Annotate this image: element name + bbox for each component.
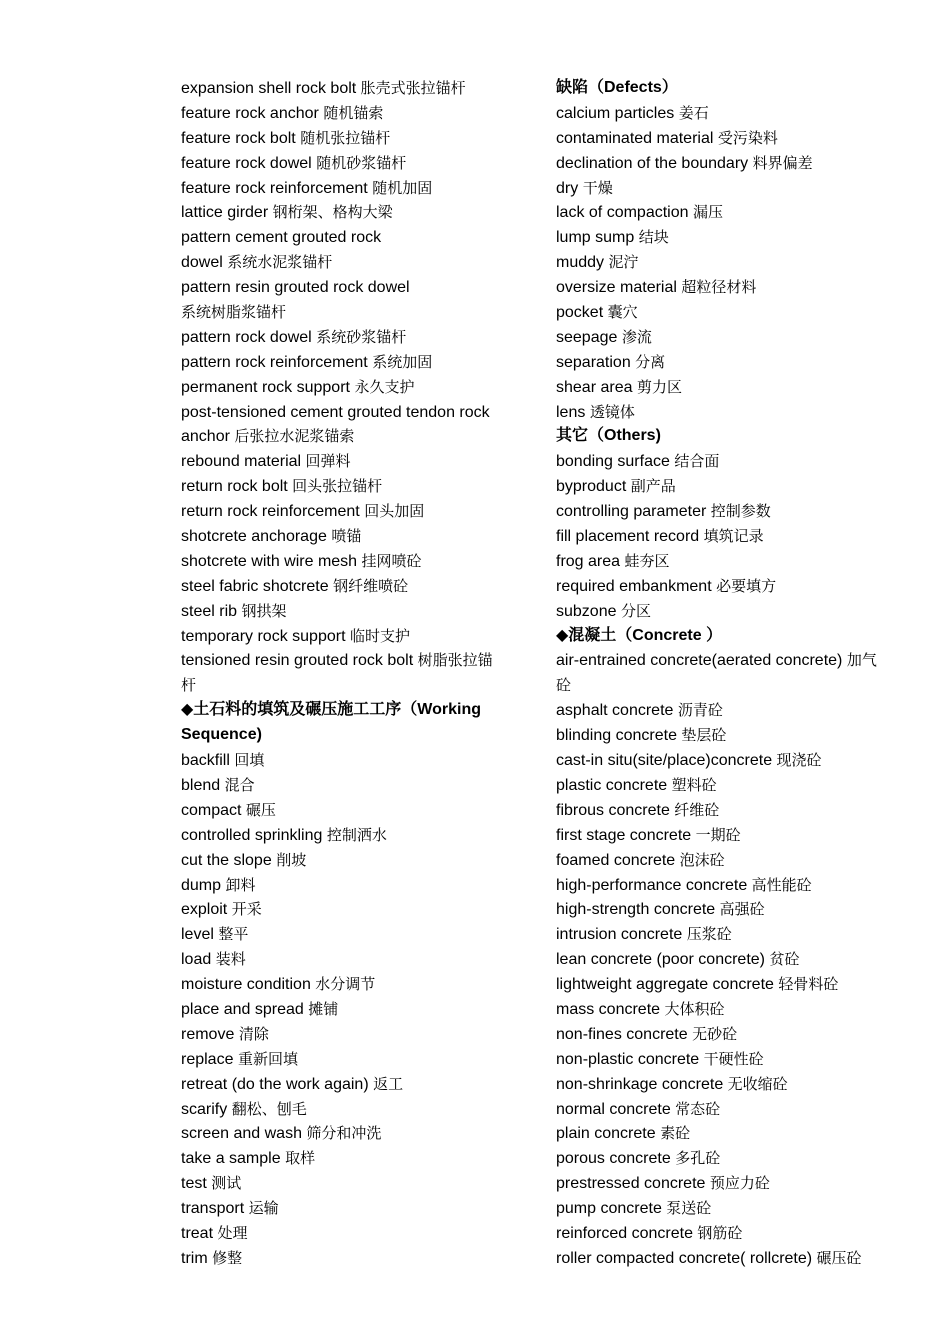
chinese-term: 分离 [635, 352, 666, 371]
chinese-term: 回头加固 [364, 502, 425, 521]
chinese-term: 回头张拉锚杆 [292, 477, 383, 496]
chinese-term: 后张拉水泥浆锚索 [234, 427, 355, 446]
glossary-entry [556, 698, 901, 723]
english-term: bonding surface [556, 453, 670, 471]
glossary-entry [181, 375, 526, 400]
chinese-term: 系统树脂浆锚杆 [181, 303, 287, 322]
section-heading: 缺陷（Defects） [556, 79, 678, 96]
left-glossary-column [181, 76, 526, 1271]
chinese-term: 碾压砼 [816, 1248, 862, 1267]
chinese-term: 泥泞 [608, 253, 639, 272]
glossary-entry [556, 947, 901, 972]
chinese-term: 囊穴 [607, 303, 638, 322]
english-term: subzone [556, 602, 617, 620]
chinese-term: 垫层砼 [681, 726, 727, 745]
chinese-term: 素砼 [660, 1124, 691, 1143]
english-term: blend [181, 776, 221, 794]
glossary-entry [556, 1022, 901, 1047]
glossary-entry [181, 549, 526, 574]
glossary-entry [181, 400, 526, 425]
english-term: feature rock bolt [181, 129, 296, 147]
english-term: dowel [181, 254, 223, 272]
english-term: return rock reinforcement [181, 503, 360, 521]
english-term: feature rock reinforcement [181, 179, 368, 197]
glossary-entry [181, 997, 526, 1022]
english-term: remove [181, 1025, 235, 1043]
glossary-entry [181, 873, 526, 898]
english-term: asphalt concrete [556, 702, 674, 720]
chinese-term: 塑料砼 [671, 775, 717, 794]
english-term: pattern cement grouted rock [181, 229, 382, 247]
chinese-term: 翻松、刨毛 [231, 1099, 307, 1118]
chinese-term: 随机锚索 [323, 103, 384, 122]
glossary-entry [181, 1196, 526, 1221]
glossary-entry [556, 524, 901, 549]
chinese-term: 重新回填 [237, 1049, 298, 1068]
english-term: high-performance concrete [556, 876, 748, 894]
english-term: rebound material [181, 453, 302, 471]
glossary-entry [181, 176, 526, 201]
glossary-entry [181, 1072, 526, 1097]
english-term: non-fines concrete [556, 1025, 688, 1043]
english-term: replace [181, 1050, 234, 1068]
english-term: return rock bolt [181, 478, 288, 496]
glossary-entry [556, 922, 901, 947]
glossary-entry [556, 897, 901, 922]
english-term: screen and wash [181, 1125, 302, 1143]
chinese-term: 控制洒水 [326, 825, 387, 844]
english-term: steel rib [181, 602, 238, 620]
english-term: treat [181, 1224, 214, 1242]
chinese-term: 料界偏差 [752, 153, 813, 172]
glossary-entry [181, 225, 526, 250]
english-term: level [181, 926, 214, 944]
english-term: foamed concrete [556, 851, 676, 869]
glossary-entry [556, 1246, 901, 1271]
chinese-term: 预应力砼 [709, 1174, 770, 1193]
chinese-term: 随机加固 [372, 178, 433, 197]
glossary-entry [181, 673, 526, 698]
glossary-entry [556, 499, 901, 524]
chinese-term: 开采 [231, 900, 262, 919]
glossary-entry [181, 101, 526, 126]
english-term: trim [181, 1249, 208, 1267]
english-term: lightweight aggregate concrete [556, 976, 774, 994]
glossary-entry [181, 897, 526, 922]
chinese-term: 泵送砼 [666, 1199, 712, 1218]
chinese-term: 钢筋砼 [697, 1223, 743, 1242]
chinese-term: 剪力区 [636, 377, 682, 396]
section-heading: 其它（Others) [556, 427, 661, 445]
chinese-term: 临时支护 [349, 626, 410, 645]
glossary-entry [556, 151, 901, 176]
english-term: cast-in situ(site/place)concrete [556, 752, 773, 770]
chinese-term: 系统加固 [372, 352, 433, 371]
glossary-entry [556, 773, 901, 798]
glossary-entry [556, 798, 901, 823]
glossary-entry [556, 823, 901, 848]
glossary-entry [556, 648, 901, 673]
glossary-entry [556, 200, 901, 225]
glossary-entry [556, 1097, 901, 1122]
english-term: load [181, 951, 212, 969]
glossary-entry [181, 350, 526, 375]
english-term: feature rock anchor [181, 104, 319, 122]
chinese-term: 无砂砼 [692, 1024, 738, 1043]
chinese-term: 返工 [373, 1074, 404, 1093]
chinese-term: 沥青砼 [677, 701, 723, 720]
chinese-term: 钢拱架 [241, 601, 287, 620]
glossary-entry [181, 424, 526, 449]
english-term: scarify [181, 1100, 228, 1118]
english-term: porous concrete [556, 1150, 671, 1168]
chinese-term: 姜石 [678, 103, 709, 122]
chinese-term: 加气 [846, 651, 877, 670]
chinese-term: 必要填方 [716, 576, 777, 595]
glossary-entry [181, 325, 526, 350]
glossary-entry [556, 275, 901, 300]
english-term: intrusion concrete [556, 926, 683, 944]
english-term: non-plastic concrete [556, 1050, 700, 1068]
chinese-term: 一期砼 [695, 825, 741, 844]
glossary-entry [556, 474, 901, 499]
english-term: pocket [556, 304, 604, 322]
chinese-term: 永久支护 [354, 377, 415, 396]
chinese-term: 分区 [620, 601, 651, 620]
chinese-term: 混合 [224, 775, 255, 794]
chinese-term: 控制参数 [710, 502, 771, 521]
english-term: seepage [556, 328, 618, 346]
chinese-term: 摊铺 [308, 999, 339, 1018]
glossary-entry [181, 1022, 526, 1047]
chinese-term: 装料 [215, 950, 246, 969]
chinese-term: 胀壳式张拉锚杆 [360, 79, 466, 97]
chinese-term: 随机砂浆锚杆 [316, 153, 407, 172]
glossary-entry [181, 126, 526, 151]
glossary-entry [181, 1246, 526, 1271]
chinese-term: 结合面 [674, 452, 720, 471]
glossary-entry [556, 1047, 901, 1072]
english-term: roller compacted concrete( rollcrete) [556, 1249, 813, 1267]
glossary-entry [556, 1221, 901, 1246]
english-term: plastic concrete [556, 776, 668, 794]
chinese-term: 整平 [218, 925, 249, 944]
glossary-entry [181, 250, 526, 275]
glossary-entry [181, 1171, 526, 1196]
glossary-entry [556, 1171, 901, 1196]
english-term: transport [181, 1200, 245, 1218]
english-term: blinding concrete [556, 727, 677, 745]
glossary-entry [181, 823, 526, 848]
glossary-entry [556, 673, 901, 698]
section-heading: ◆混凝土（Concrete ） [556, 626, 723, 644]
glossary-entry [181, 449, 526, 474]
chinese-term: 常态砼 [675, 1099, 721, 1118]
english-term: lattice girder [181, 204, 269, 222]
english-term: lean concrete (poor concrete) [556, 951, 765, 969]
english-term: pattern rock reinforcement [181, 353, 368, 371]
glossary-entry [556, 375, 901, 400]
english-term: normal concrete [556, 1100, 671, 1118]
english-term: tensioned resin grouted rock bolt [181, 652, 414, 670]
english-term: expansion shell rock bolt [181, 80, 357, 97]
chinese-term: 修整 [212, 1248, 243, 1267]
english-term: lump sump [556, 229, 635, 247]
chinese-term: 蛙夯区 [624, 551, 670, 570]
chinese-term: 超粒径材料 [681, 278, 757, 297]
glossary-entry [556, 1121, 901, 1146]
glossary-entry [556, 350, 901, 375]
english-term: test [181, 1175, 207, 1193]
english-term: shotcrete with wire mesh [181, 552, 358, 570]
english-term: post-tensioned cement grouted tendon rock [181, 403, 490, 421]
chinese-term: 卸料 [225, 875, 256, 894]
english-term: fill placement record [556, 528, 700, 546]
chinese-term: 结块 [638, 228, 669, 247]
english-term: lack of compaction [556, 204, 689, 222]
english-term: separation [556, 353, 631, 371]
chinese-term: 渗流 [621, 327, 652, 346]
chinese-term: 碾压 [245, 800, 276, 819]
chinese-term: 随机张拉锚杆 [300, 128, 391, 147]
section-heading: ◆土石料的填筑及碾压施工工序（Working [181, 701, 482, 719]
chinese-term: 贫砼 [769, 950, 800, 969]
glossary-entry [181, 76, 526, 101]
english-term: prestressed concrete [556, 1175, 706, 1193]
chinese-term: 高强砼 [719, 900, 765, 919]
glossary-entry [556, 126, 901, 151]
english-term: backfill [181, 752, 230, 770]
glossary-entry [181, 848, 526, 873]
chinese-term: 干燥 [582, 178, 613, 197]
english-term: take a sample [181, 1150, 281, 1168]
english-term: steel fabric shotcrete [181, 577, 329, 595]
glossary-entry [556, 1072, 901, 1097]
chinese-term: 钢纤维喷砼 [333, 576, 409, 595]
english-term: non-shrinkage concrete [556, 1075, 724, 1093]
glossary-entry [181, 200, 526, 225]
glossary-entry [181, 947, 526, 972]
glossary-entry [181, 624, 526, 649]
glossary-entry [556, 250, 901, 275]
english-term: controlled sprinkling [181, 826, 323, 844]
english-term: anchor [181, 428, 230, 446]
glossary-entry [181, 648, 526, 673]
english-term: frog area [556, 552, 621, 570]
glossary-entry [556, 325, 901, 350]
english-term: lens [556, 403, 586, 421]
english-term: oversize material [556, 279, 677, 297]
english-term: fibrous concrete [556, 801, 670, 819]
glossary-entry [181, 474, 526, 499]
english-term: place and spread [181, 1000, 304, 1018]
glossary-entry [556, 176, 901, 201]
english-term: retreat (do the work again) [181, 1075, 369, 1093]
chinese-term: 大体积砼 [664, 999, 725, 1018]
glossary-entry [181, 1121, 526, 1146]
chinese-term: 回弹料 [305, 452, 351, 471]
chinese-term: 钢桁架、格构大梁 [272, 203, 393, 222]
chinese-term: 树脂张拉锚 [417, 651, 493, 670]
glossary-entry [556, 748, 901, 773]
glossary-entry [181, 1047, 526, 1072]
glossary-entry [556, 449, 901, 474]
english-term: contaminated material [556, 129, 714, 147]
english-term: controlling parameter [556, 503, 707, 521]
chinese-term: 挂网喷砼 [361, 551, 422, 570]
english-term: permanent rock support [181, 378, 350, 396]
english-term: shotcrete anchorage [181, 528, 327, 546]
glossary-entry [181, 972, 526, 997]
section-heading: Sequence) [181, 726, 262, 744]
glossary-entry [556, 848, 901, 873]
chinese-term: 无收缩砼 [727, 1074, 788, 1093]
chinese-term: 测试 [211, 1174, 242, 1193]
english-term: pump concrete [556, 1200, 662, 1218]
glossary-entry [556, 574, 901, 599]
glossary-entry [181, 773, 526, 798]
english-term: plain concrete [556, 1125, 656, 1143]
glossary-entry [181, 1221, 526, 1246]
glossary-entry [556, 549, 901, 574]
chinese-term: 干硬性砼 [703, 1049, 764, 1068]
english-term: feature rock dowel [181, 154, 312, 172]
chinese-term: 系统砂浆锚杆 [316, 327, 407, 346]
glossary-entry [556, 300, 901, 325]
glossary-entry [556, 599, 901, 624]
chinese-term: 回填 [234, 751, 265, 770]
chinese-term: 砼 [556, 676, 572, 695]
glossary-entry [181, 599, 526, 624]
chinese-term: 漏压 [692, 203, 723, 222]
chinese-term: 处理 [217, 1223, 248, 1242]
english-term: byproduct [556, 478, 627, 496]
chinese-term: 运输 [248, 1199, 279, 1218]
glossary-entry [181, 524, 526, 549]
glossary-entry [181, 1146, 526, 1171]
chinese-term: 系统水泥浆锚杆 [227, 253, 333, 272]
chinese-term: 副产品 [630, 477, 676, 496]
english-term: reinforced concrete [556, 1224, 693, 1242]
chinese-term: 喷锚 [331, 527, 362, 546]
glossary-entry [556, 1146, 901, 1171]
english-term: dump [181, 876, 222, 894]
chinese-term: 压浆砼 [686, 925, 732, 944]
english-term: mass concrete [556, 1000, 661, 1018]
chinese-term: 纤维砼 [674, 800, 720, 819]
chinese-term: 筛分和冲洗 [306, 1124, 382, 1143]
glossary-entry [556, 972, 901, 997]
glossary-entry [556, 400, 901, 425]
chinese-term: 取样 [285, 1149, 316, 1168]
chinese-term: 受污染料 [717, 128, 778, 147]
english-term: moisture condition [181, 976, 311, 994]
chinese-term: 轻骨料砼 [778, 975, 839, 994]
chinese-term: 泡沫砼 [679, 850, 725, 869]
glossary-entry [181, 798, 526, 823]
english-term: temporary rock support [181, 627, 346, 645]
english-term: required embankment [556, 577, 712, 595]
glossary-entry [181, 151, 526, 176]
english-term: muddy [556, 254, 605, 272]
chinese-term: 高性能砼 [751, 875, 812, 894]
english-term: high-strength concrete [556, 901, 716, 919]
right-glossary-column [556, 76, 901, 1271]
english-term: dry [556, 179, 579, 197]
chinese-term: 清除 [238, 1024, 269, 1043]
glossary-entry [556, 997, 901, 1022]
english-term: declination of the boundary [556, 154, 749, 172]
glossary-entry [181, 748, 526, 773]
chinese-term: 杆 [181, 676, 197, 695]
glossary-entry [556, 1196, 901, 1221]
english-term: shear area [556, 378, 633, 396]
glossary-entry [556, 225, 901, 250]
english-term: pattern rock dowel [181, 328, 312, 346]
glossary-entry [181, 1097, 526, 1122]
chinese-term: 多孔砼 [675, 1149, 721, 1168]
glossary-entry [556, 873, 901, 898]
english-term: pattern resin grouted rock dowel [181, 279, 410, 297]
glossary-entry [556, 101, 901, 126]
chinese-term: 填筑记录 [703, 527, 764, 546]
glossary-entry [181, 574, 526, 599]
glossary-entry [181, 499, 526, 524]
chinese-term: 削坡 [276, 850, 307, 869]
chinese-term: 透镜体 [589, 402, 635, 421]
english-term: calcium particles [556, 104, 675, 122]
english-term: air-entrained concrete(aerated concrete) [556, 652, 843, 670]
glossary-entry [181, 275, 526, 300]
chinese-term: 水分调节 [315, 975, 376, 994]
glossary-entry [556, 723, 901, 748]
chinese-term: 现浇砼 [776, 751, 822, 770]
english-term: cut the slope [181, 851, 272, 869]
glossary-entry [181, 300, 526, 325]
english-term: compact [181, 801, 242, 819]
glossary-entry [181, 922, 526, 947]
english-term: exploit [181, 901, 228, 919]
english-term: first stage concrete [556, 826, 692, 844]
